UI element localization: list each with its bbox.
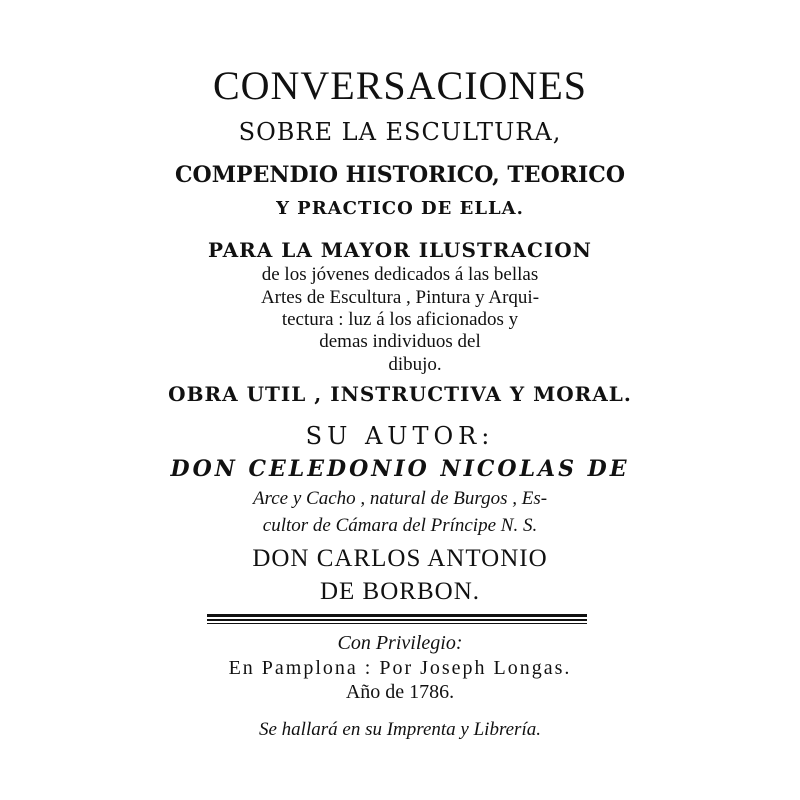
work-description: OBRA UTIL , INSTRUCTIVA Y MORAL. <box>168 382 632 406</box>
imprint-year: Año de 1786. <box>345 681 455 703</box>
subtitle-line-1: SOBRE LA ESCULTURA, <box>238 118 562 146</box>
author-line-1: DON CELEDONIO NICOLAS DE <box>170 456 630 482</box>
patron-line-1: DON CARLOS ANTONIO <box>252 545 548 572</box>
imprint-sold-at: Se hallará en su Imprenta y Librería. <box>259 719 541 740</box>
imprint-privilege: Con Privilegio: <box>337 632 463 654</box>
subtitle-line-3: Y PRACTICO DE ELLA. <box>276 198 524 219</box>
purpose-line-1: PARA LA MAYOR ILUSTRACION <box>208 238 592 262</box>
ornamental-rule <box>207 614 587 626</box>
author-line-3: cultor de Cámara del Príncipe N. S. <box>262 515 538 536</box>
purpose-line-4: tectura : luz á los aficionados y <box>281 309 519 330</box>
rule-medium <box>207 619 587 621</box>
patron-line-2: DE BORBON. <box>319 578 480 605</box>
author-heading: SU AUTOR: <box>305 422 495 450</box>
purpose-line-3: Artes de Escultura , Pintura y Arqui- <box>260 287 540 308</box>
subtitle-line-2: COMPENDIO HISTORICO, TEORICO <box>175 162 625 188</box>
rule-thin <box>207 623 587 624</box>
book-title: CONVERSACIONES <box>212 63 588 108</box>
purpose-line-5: demas individuos del <box>319 331 481 352</box>
author-line-2: Arce y Cacho , natural de Burgos , Es- <box>252 488 548 509</box>
rule-thick <box>207 614 587 617</box>
imprint-place-printer: En Pamplona : Por Joseph Longas. <box>228 657 572 679</box>
purpose-line-2: de los jóvenes dedicados á las bellas <box>261 264 539 285</box>
purpose-line-6: dibujo. <box>388 354 442 375</box>
